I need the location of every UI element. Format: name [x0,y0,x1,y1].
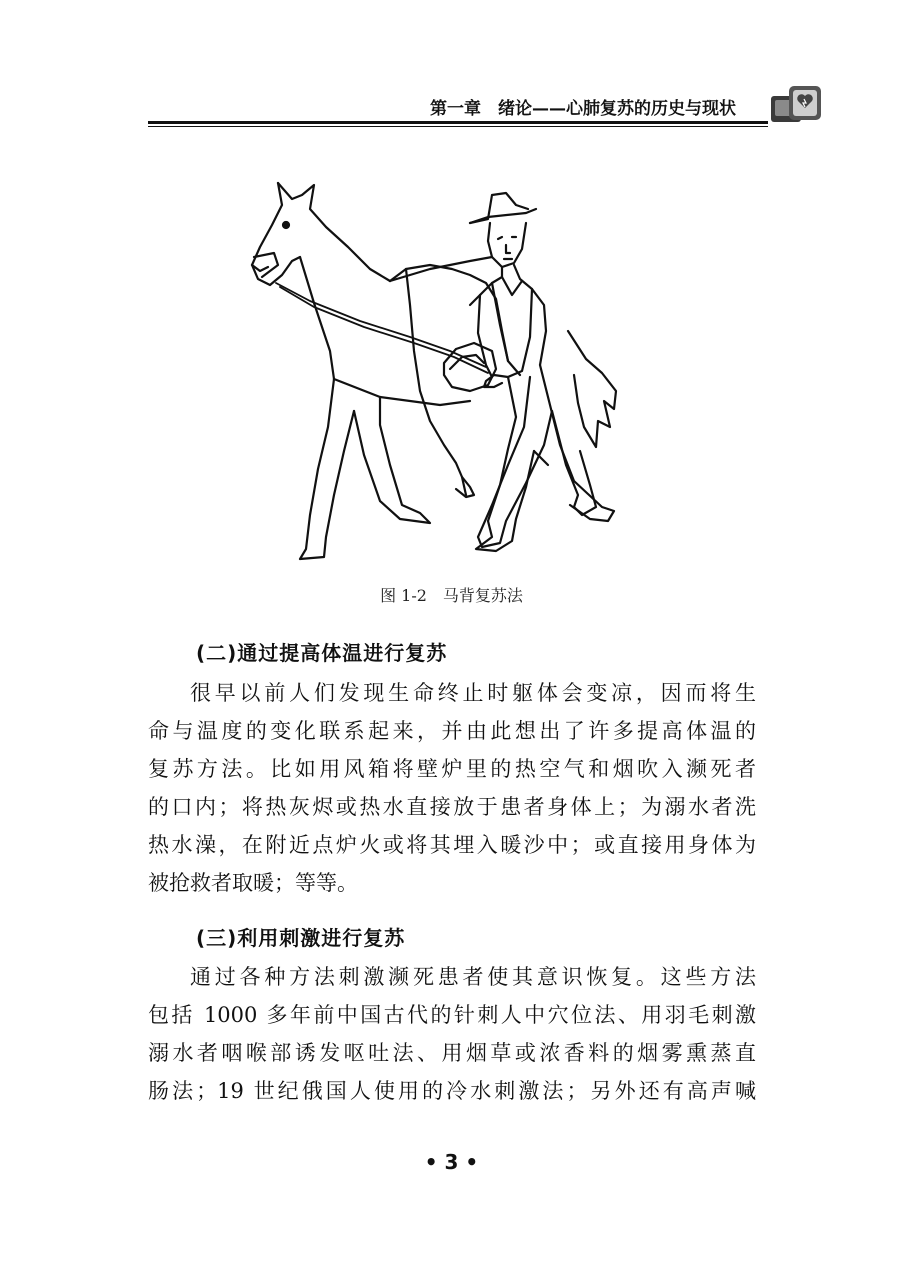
horseback-resuscitation-illustration [230,165,670,575]
chapter-header-title: 第一章 绪论——心肺复苏的历史与现状 [430,99,736,119]
paragraph-line: 很早以前人们发现生命终止时躯体会变凉，因而将生 [190,681,756,705]
paragraph-line: 复苏方法。比如用风箱将壁炉里的热空气和烟吹入濒死者 [148,757,756,781]
paragraph-line: 被抢救者取暖；等等。 [148,871,358,895]
paragraph-line: 热水澡，在附近点炉火或将其埋入暖沙中；或直接用身体为 [148,833,756,857]
header-rule-thin [148,126,768,127]
header-rule [148,121,768,124]
page-number: • 3 • [424,1150,479,1174]
paragraph-line: 通过各种方法刺激濒死患者使其意识恢复。这些方法 [190,965,756,989]
section-heading-stimulation: (三)利用刺激进行复苏 [196,926,406,950]
paragraph-line: 的口内；将热灰烬或热水直接放于患者身体上；为溺水者洗 [148,795,756,819]
paragraph-line: 命与温度的变化联系起来，并由此想出了许多提高体温的 [148,719,756,743]
defibrillator-icon [767,82,825,128]
paragraph-line: 包括 1000 多年前中国古代的针刺人中穴位法、用羽毛刺激 [148,1003,756,1027]
paragraph-line: 肠法；19 世纪俄国人使用的冷水刺激法；另外还有高声喊 [148,1079,756,1103]
figure-caption: 图 1-2 马背复苏法 [380,586,523,605]
section-heading-body-temperature: (二)通过提高体温进行复苏 [196,641,448,665]
paragraph-line: 溺水者咽喉部诱发呕吐法、用烟草或浓香料的烟雾熏蒸直 [148,1041,756,1065]
